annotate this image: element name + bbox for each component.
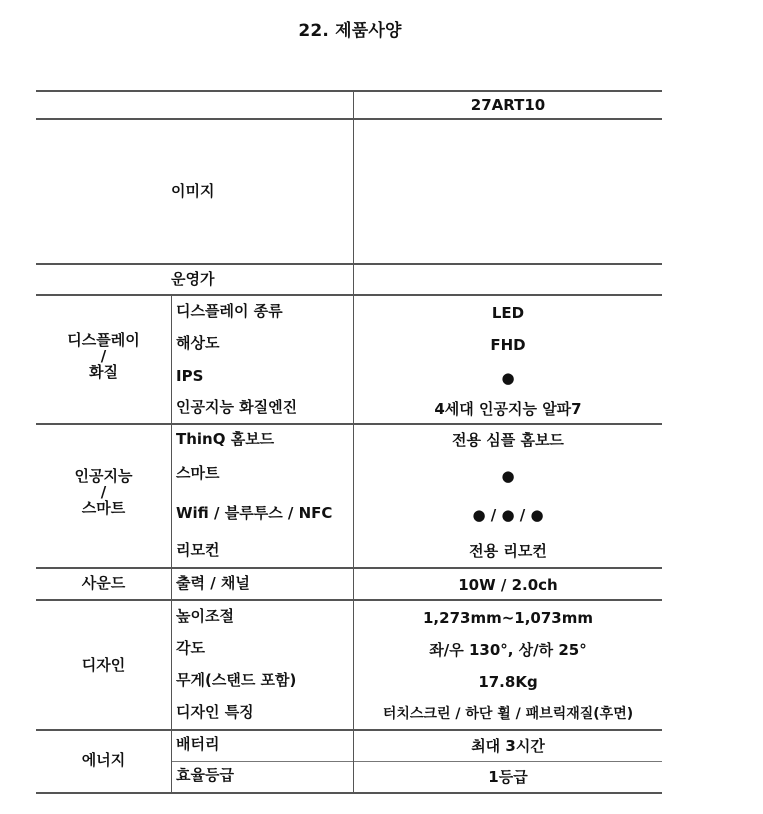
- spec-label: 디자인 특징: [176, 703, 254, 721]
- spec-value: ●: [501, 369, 515, 387]
- table-top-border: [36, 90, 662, 92]
- spec-label: 효율등급: [176, 766, 234, 784]
- spec-value: 17.8Kg: [478, 673, 538, 691]
- header-bottom-border: [36, 118, 662, 120]
- category-separator: /: [100, 347, 107, 365]
- image-label: 이미지: [171, 182, 215, 200]
- spec-value: LED: [491, 304, 525, 322]
- spec-label: Wifi / 블루투스 / NFC: [176, 504, 333, 522]
- row-divider: [36, 423, 662, 425]
- category-energy: 에너지: [81, 751, 126, 769]
- spec-value: 1등급: [488, 768, 528, 786]
- spec-value: 4세대 인공지능 알파7: [434, 400, 582, 418]
- spec-value: 터치스크린 / 하단 휠 / 패브릭재질(후면): [382, 706, 634, 722]
- row-divider: [36, 567, 662, 569]
- spec-label: 무게(스탠드 포함): [176, 671, 297, 689]
- category-display: [36, 332, 171, 380]
- row-divider: [36, 294, 662, 296]
- spec-value: ●: [501, 467, 515, 485]
- row-divider: [171, 761, 662, 762]
- model-name: 27ART10: [470, 96, 546, 114]
- spec-label: 출력 / 채널: [176, 574, 250, 592]
- category-line: 스마트: [81, 499, 126, 517]
- column-divider: [353, 90, 354, 294]
- category-separator: /: [100, 483, 107, 501]
- spec-label: 높이조절: [176, 607, 234, 625]
- spec-label: 해상도: [176, 334, 220, 352]
- spec-value: 최대 3시간: [471, 737, 545, 755]
- spec-label: 배터리: [176, 735, 220, 753]
- row-divider: [36, 729, 662, 731]
- spec-label: ThinQ 홈보드: [176, 430, 275, 448]
- spec-label: IPS: [176, 367, 204, 385]
- category-sound: 사운드: [81, 574, 126, 592]
- category-ai-smart: [36, 468, 171, 516]
- spec-value: 전용 심플 홈보드: [452, 431, 564, 449]
- category-line: 디스플레이: [67, 331, 140, 349]
- category-line: 인공지능: [74, 467, 133, 485]
- spec-label: 각도: [176, 639, 205, 657]
- price-label: 운영가: [171, 270, 215, 288]
- spec-label: 리모컨: [176, 541, 220, 559]
- spec-label: 인공지능 화질엔진: [176, 398, 298, 416]
- category-design: 디자인: [81, 656, 126, 674]
- spec-value: 좌/우 130°, 상/하 25°: [429, 641, 587, 659]
- row-divider: [36, 599, 662, 601]
- spec-label: 디스플레이 종류: [176, 302, 283, 320]
- spec-value: 1,273mm~1,073mm: [423, 609, 593, 627]
- spec-value: FHD: [490, 336, 526, 354]
- column-divider: [171, 294, 172, 793]
- spec-label: 스마트: [176, 464, 220, 482]
- spec-value: 10W / 2.0ch: [458, 576, 558, 594]
- table-bottom-border: [36, 792, 662, 794]
- row-divider: [36, 263, 662, 265]
- spec-value: ● / ● / ●: [472, 506, 544, 524]
- spec-value: 전용 리모컨: [469, 542, 547, 560]
- category-line: 화질: [89, 363, 118, 381]
- page-title: 22. 제품사양: [298, 21, 402, 41]
